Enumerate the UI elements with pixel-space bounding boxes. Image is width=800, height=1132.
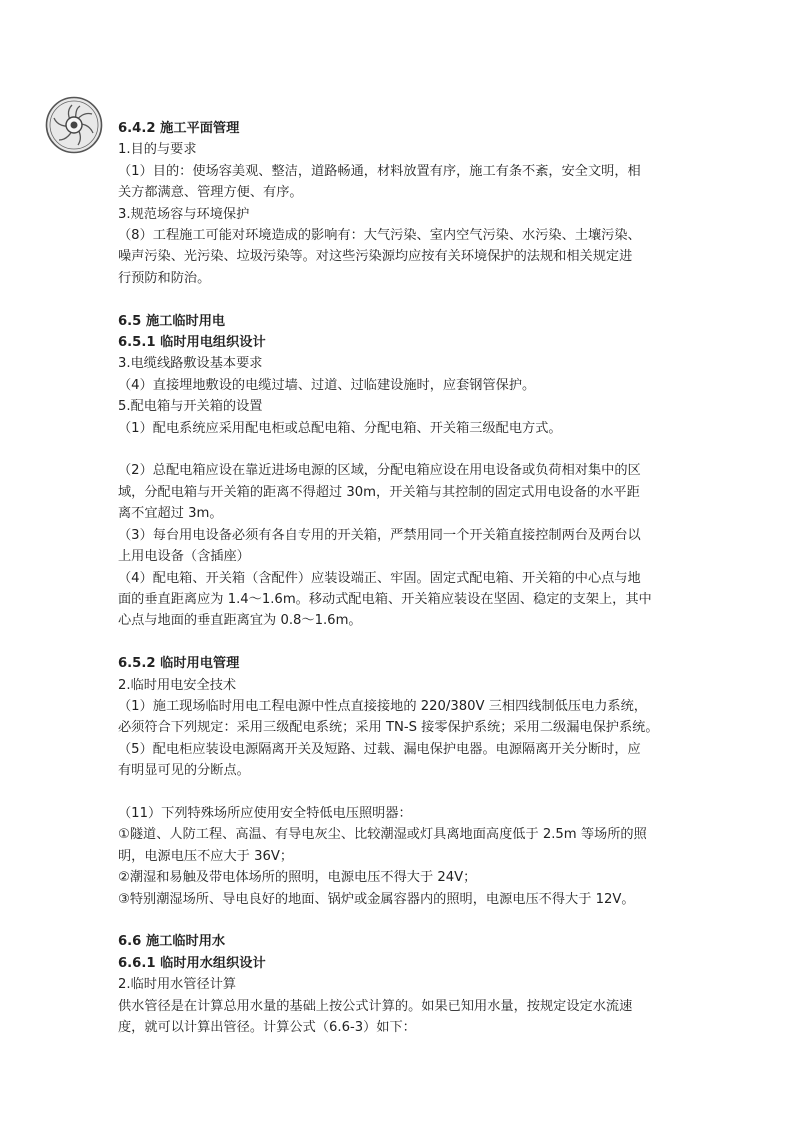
text-line: ②潮湿和易触及带电体场所的照明，电源电压不得大于 24V；	[118, 870, 477, 886]
document-section	[118, 803, 686, 910]
text-line: 3.电缆线路敷设基本要求	[118, 356, 263, 372]
text-line: 明，电源电压不应大于 36V；	[118, 848, 294, 864]
document-body	[118, 118, 686, 1038]
text-line: （8）工程施工可能对环境造成的影响有：大气污染、室内空气污染、水污染、土壤污染、	[118, 228, 641, 244]
text-line: （3）每台用电设备必须有各自专用的开关箱，严禁用同一个开关箱直接控制两台及两台以	[118, 527, 641, 543]
document-section	[118, 311, 686, 439]
text-line: （1）目的：使场容美观、整洁，道路畅通，材料放置有序，施工有条不紊，安全文明，相	[118, 163, 641, 179]
text-line: 关方都满意、管理方便、有序。	[118, 185, 303, 201]
text-line: （2）总配电箱应设在靠近进场电源的区域，分配电箱应设在用电设备或负荷相对集中的区	[118, 463, 641, 479]
paragraph-spacer	[118, 782, 686, 803]
text-line: ③特别潮湿场所、导电良好的地面、锅炉或金属容器内的照明，电源电压不得大于 12V。	[118, 891, 635, 907]
section-heading: 6.5.1 临时用电组织设计	[118, 335, 266, 351]
section-heading: 6.5 施工临时用电	[118, 313, 226, 329]
text-line: 供水管径是在计算总用水量的基础上按公式计算的。如果已知用水量，按规定设定水流速	[118, 998, 633, 1014]
paragraph-spacer	[118, 439, 686, 460]
text-line: 域，分配电箱与开关箱的距离不得超过 30m，开关箱与其控制的固定式用电设备的水平距	[118, 484, 640, 500]
section-heading: 6.4.2 施工平面管理	[118, 121, 240, 136]
text-line: （1）配电系统应采用配电柜或总配电箱、分配电箱、开关箱三级配电方式。	[118, 420, 562, 436]
document-section	[118, 118, 686, 289]
text-line: 2.临时用电安全技术	[118, 677, 237, 693]
text-line: （4）配电箱、开关箱（含配件）应装设端正、牢固。固定式配电箱、开关箱的中心点与地	[118, 570, 641, 586]
section-heading: 6.6.1 临时用水组织设计	[118, 955, 266, 971]
text-line: 度，就可以计算出管径。计算公式（6.6-3）如下：	[118, 1019, 416, 1035]
paragraph-spacer	[118, 910, 686, 931]
text-line: 心点与地面的垂直距离宜为 0.8～1.6m。	[118, 613, 362, 629]
text-line: （11）下列特殊场所应使用安全特低电压照明器：	[118, 805, 412, 821]
text-line: 必须符合下列规定：采用三级配电系统；采用 TN-S 接零保护系统；采用二级漏电保护系统。	[118, 720, 659, 736]
document-section	[118, 460, 686, 631]
section-heading: 6.5.2 临时用电管理	[118, 656, 240, 672]
text-line: ①隧道、人防工程、高温、有导电灰尘、比较潮湿或灯具离地面高度低于 2.5m 等场所的照	[118, 827, 647, 843]
document-section	[118, 931, 686, 1038]
document-section	[118, 653, 686, 781]
text-line: （4）直接埋地敷设的电缆过墙、过道、过临建设施时，应套钢管保护。	[118, 377, 536, 393]
text-line: 5.配电箱与开关箱的设置	[118, 399, 263, 415]
paragraph-spacer	[118, 632, 686, 653]
text-line: 噪声污染、光污染、垃圾污染等。对这些污染源均应按有关环境保护的法规和相关规定进	[118, 249, 633, 265]
text-line: 1.目的与要求	[118, 142, 197, 158]
text-line: （1）施工现场临时用电工程电源中性点直接接地的 220/380V 三相四线制低压电力系统，	[118, 698, 647, 714]
text-line: 行预防和防治。	[118, 270, 211, 286]
text-line: 离不宜超过 3m。	[118, 506, 223, 522]
logo-emblem-icon	[45, 96, 103, 154]
text-line: 3.规范场容与环境保护	[118, 206, 250, 222]
paragraph-spacer	[118, 289, 686, 310]
text-line: 面的垂直距离应为 1.4～1.6m。移动式配电箱、开关箱应装设在坚固、稳定的支架上，其中	[118, 591, 652, 607]
text-line: 有明显可见的分断点。	[118, 763, 250, 779]
section-heading: 6.6 施工临时用水	[118, 934, 226, 950]
text-line: （5）配电柜应装设电源隔离开关及短路、过载、漏电保护电器。电源隔离开关分断时，应	[118, 741, 641, 757]
text-line: 上用电设备（含插座）	[118, 549, 250, 565]
text-line: 2.临时用水管径计算	[118, 977, 237, 993]
